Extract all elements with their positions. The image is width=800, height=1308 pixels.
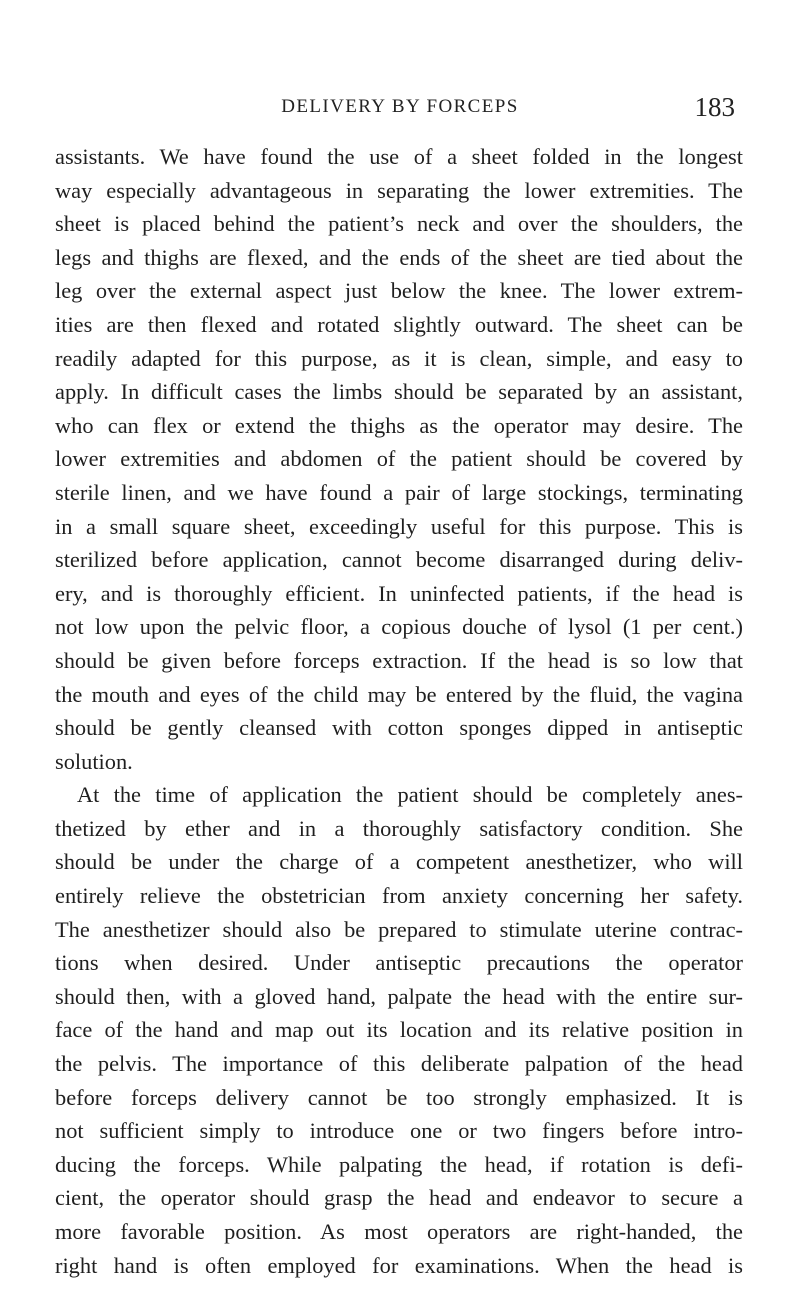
text-line: ery, and is thoroughly efficient. In uninfected patients, if the head is [55,580,743,606]
text-line: not sufficient simply to introduce one or two fingers before intro- [55,1118,743,1144]
text-line: the mouth and eyes of the child may be entered by the fluid, the vagina [55,681,743,707]
text-line: sterilized before application, cannot become disarranged during deliv- [55,547,743,573]
text-line: legs and thighs are flexed, and the ends of the sheet are tied about the [55,244,743,270]
text-line: assistants. We have found the use of a sheet folded in the longest [55,144,743,169]
text-line: face of the hand and map out its location and its relative position in [55,1017,743,1043]
text-line: before forceps delivery cannot be too strongly emphasized. It is [55,1084,743,1110]
text-line: entirely relieve the obstetrician from anxiety concerning her safety. [55,883,743,909]
text-line: right hand is often employed for examinations. When the head is [55,1252,743,1278]
text-line: tions when desired. Under antiseptic precautions the operator [55,950,743,976]
text-line: apply. In difficult cases the limbs should be separated by an assistant, [55,379,743,405]
text-line: sterile linen, and we have found a pair of large stockings, terminating [55,479,743,505]
text-line: readily adapted for this purpose, as it is clean, simple, and easy to [55,345,743,371]
text-line: should be under the charge of a competent anesthetizer, who will [55,849,743,875]
text-line: ducing the forceps. While palpating the head, if rotation is defi- [55,1151,743,1177]
text-line: leg over the external aspect just below the knee. The lower extrem- [55,278,743,304]
text-line: lower extremities and abdomen of the patient should be covered by [55,446,743,472]
text-line: ities are then flexed and rotated slightly outward. The sheet can be [55,311,743,337]
page-header [0,92,800,132]
text-line: cient, the operator should grasp the head and endeavor to secure a [55,1185,743,1211]
text-line: should be given before forceps extraction. If the head is so low that [55,647,743,673]
page-number: 183 [694,92,735,122]
text-line-paragraph-end: solution. [55,748,133,774]
text-line: way especially advantageous in separating the lower extremities. The [55,177,743,203]
text-line: the pelvis. The importance of this deliberate palpation of the head [55,1051,743,1077]
text-line: should then, with a gloved hand, palpate the head with the entire sur- [55,983,743,1009]
text-line: who can flex or extend the thighs as the operator may desire. The [55,412,743,438]
text-line: thetized by ether and in a thoroughly satisfactory condition. She [55,815,743,841]
text-line: more favorable position. As most operators are right-handed, the [55,1219,743,1244]
text-line: not low upon the pelvic floor, a copious douche of lysol (1 per cent.) [55,614,743,640]
text-line: in a small square sheet, exceedingly useful for this purpose. This is [55,513,743,539]
text-line: The anesthetizer should also be prepared to stimulate uterine contrac- [55,916,743,942]
text-line: sheet is placed behind the patient’s neck and over the shoulders, the [55,211,743,237]
text-line-paragraph-start: At the time of application the patient should be completely anes- [77,782,743,808]
running-head: DELIVERY BY FORCEPS [281,96,519,117]
text-line: should be gently cleansed with cotton sponges dipped in antiseptic [55,715,743,741]
body-text [55,140,743,1282]
